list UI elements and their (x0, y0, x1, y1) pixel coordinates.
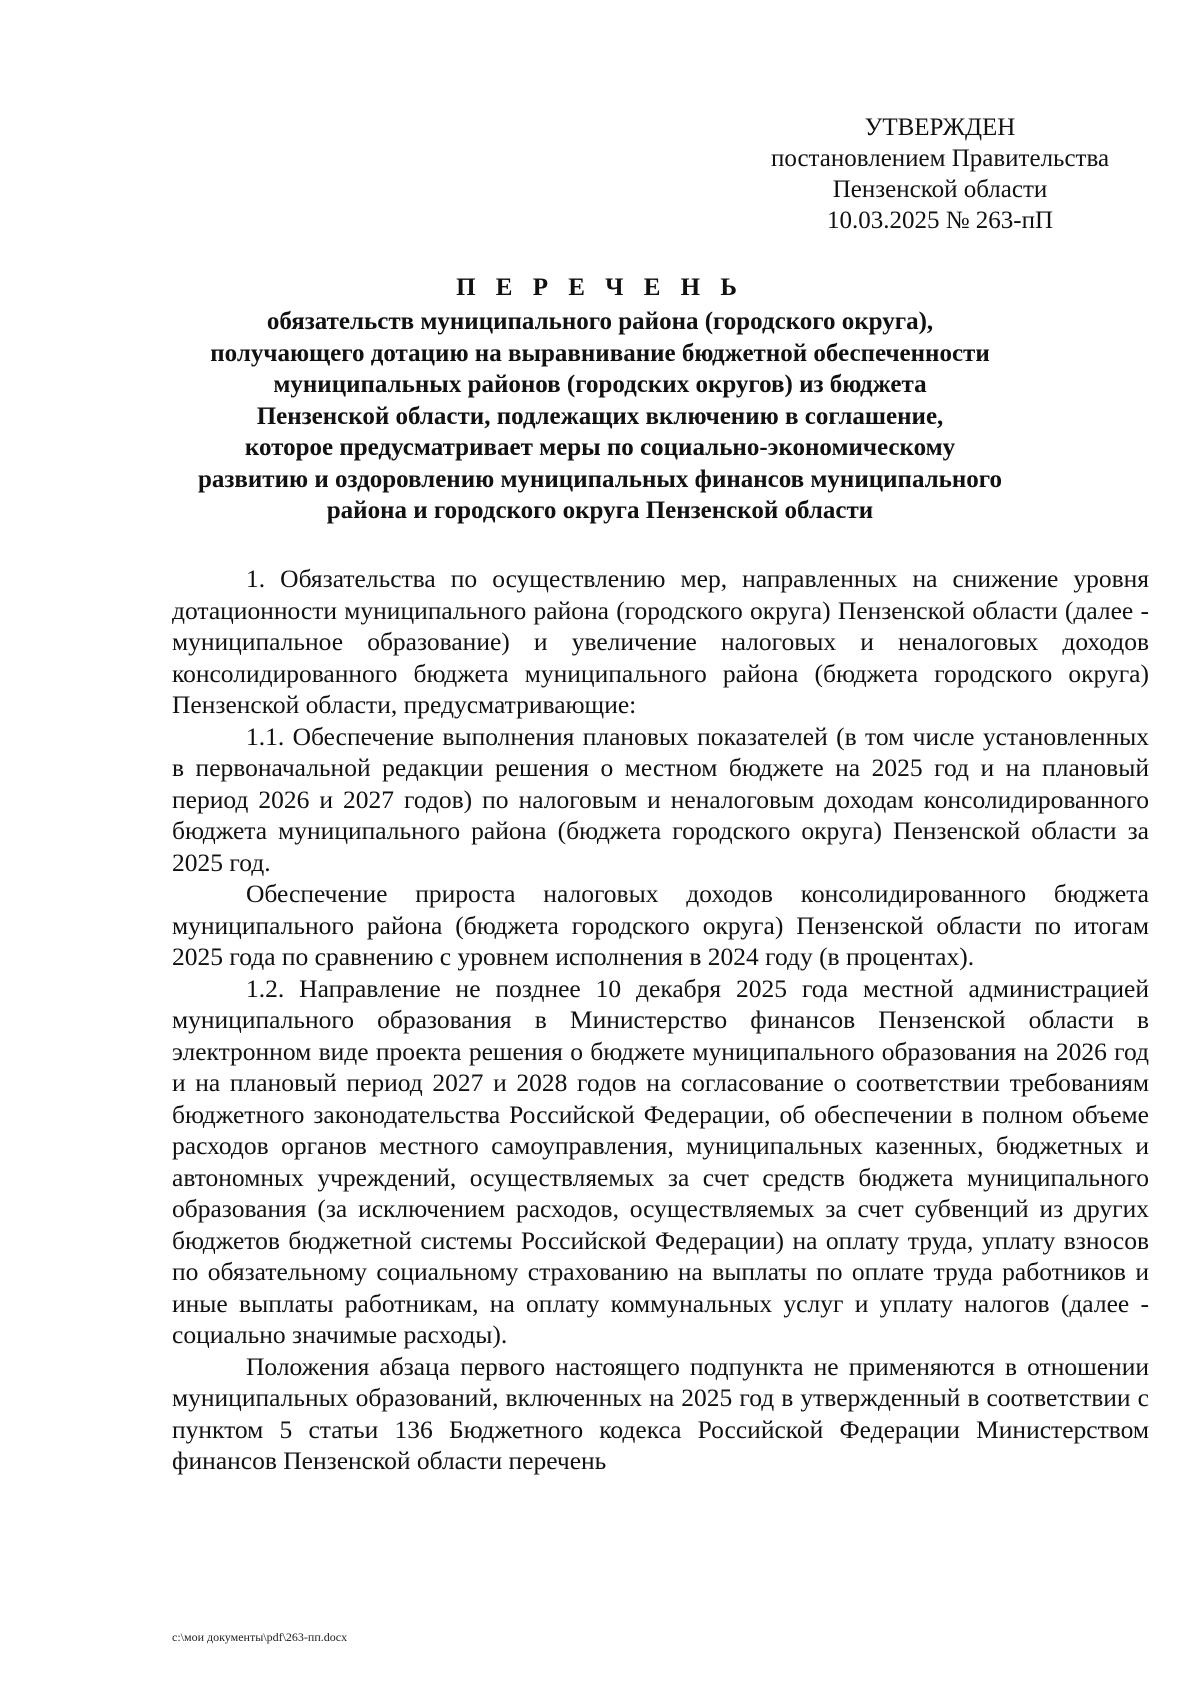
paragraph-1-1-growth: Обеспечение прироста налоговых доходов консолидированного бюджета муниципального района (бюджета городского округа) Пензенской области по итогам 2025 года по сравнению с уровнем исполнения в 2024 году (в процентах). (172, 879, 1149, 971)
approval-line-3: Пензенской области (832, 176, 1048, 203)
subtitle-line: муниципальных районов (городских округов) из бюджета (273, 371, 927, 398)
subtitle-line: которое предусматривает меры по социально-экономическому (244, 434, 956, 461)
paragraph-1-2-exception: Положения абзаца первого настоящего подпункта не применяются в отношении муниципальных образований, включенных на 2025 год в утвержденный в соответствии с пунктом 5 статьи 136 Бюджетного кодекса Российской Федерации Министерством финансов Пензенской области перечень (172, 1351, 1149, 1475)
document-subtitle (160, 306, 1040, 527)
approval-line-4: 10.03.2025 № 263-пП (826, 207, 1054, 234)
document-title: П Е Р Е Ч Е Н Ь (456, 274, 744, 301)
approval-line-2: постановлением Правительства (770, 145, 1110, 172)
paragraph-1-2: 1.2. Направление не позднее 10 декабря 2025 года местной администрацией муниципального образования в Министерство финансов Пензенской области в электронном виде проекта решения о бюджете муниципального образования на 2026 год и на плановый период 2027 и 2028 годов на согласование о соответствии требованиям бюджетного законодательства Российской Федерации, об обеспечении в полном объеме расходов органов местного самоуправления, муниципальных казенных, бюджетных и автономных учреждений, осуществляемых за счет средств бюджета муниципального образования (за исключением расходов, осуществляемых за счет субвенций из других бюджетов бюджетной системы Российской Федерации) на оплату труда, уплату взносов по обязательному социальному страхованию на выплаты по оплате труда работников и иные выплаты работникам, на оплату коммунальных услуг и уплату налогов (далее - социально значимые расходы). (172, 973, 1149, 1349)
subtitle-line: обязательств муниципального района (городского округа), (266, 308, 934, 335)
paragraph-1-1: 1.1. Обеспечение выполнения плановых показателей (в том числе установленных в первоначальной редакции решения о местном бюджете на 2025 год и на плановый период 2026 и 2027 годов) по налоговым и неналоговым доходам консолидированного бюджета муниципального района (бюджета городского округа) Пензенской области за 2025 год. (172, 721, 1149, 877)
subtitle-line: Пензенской области, подлежащих включению в соглашение, (256, 402, 944, 430)
document-body (172, 563, 1149, 1477)
approval-line-1: УТВЕРЖДЕН (864, 114, 1016, 141)
approval-stamp (740, 112, 1140, 236)
subtitle-line: района и городского округа Пензенской области (326, 497, 874, 524)
paragraph-1: 1. Обязательства по осуществлению мер, направленных на снижение уровня дотационности муниципального района (городского округа) Пензенской области (далее - муниципальное образование) и увеличение налоговых и неналоговых доходов консолидированного бюджета муниципального района (бюджета городского округа) Пензенской области, предусматривающие: (172, 564, 1149, 719)
file-path-footer: c:\мои документы\pdf\263-пп.docx (172, 1630, 348, 1644)
title-block (160, 272, 1040, 527)
subtitle-line: получающего дотацию на выравнивание бюджетной обеспеченности (210, 339, 990, 367)
subtitle-line: развитию и оздоровлению муниципальных финансов муниципального (197, 465, 1003, 493)
